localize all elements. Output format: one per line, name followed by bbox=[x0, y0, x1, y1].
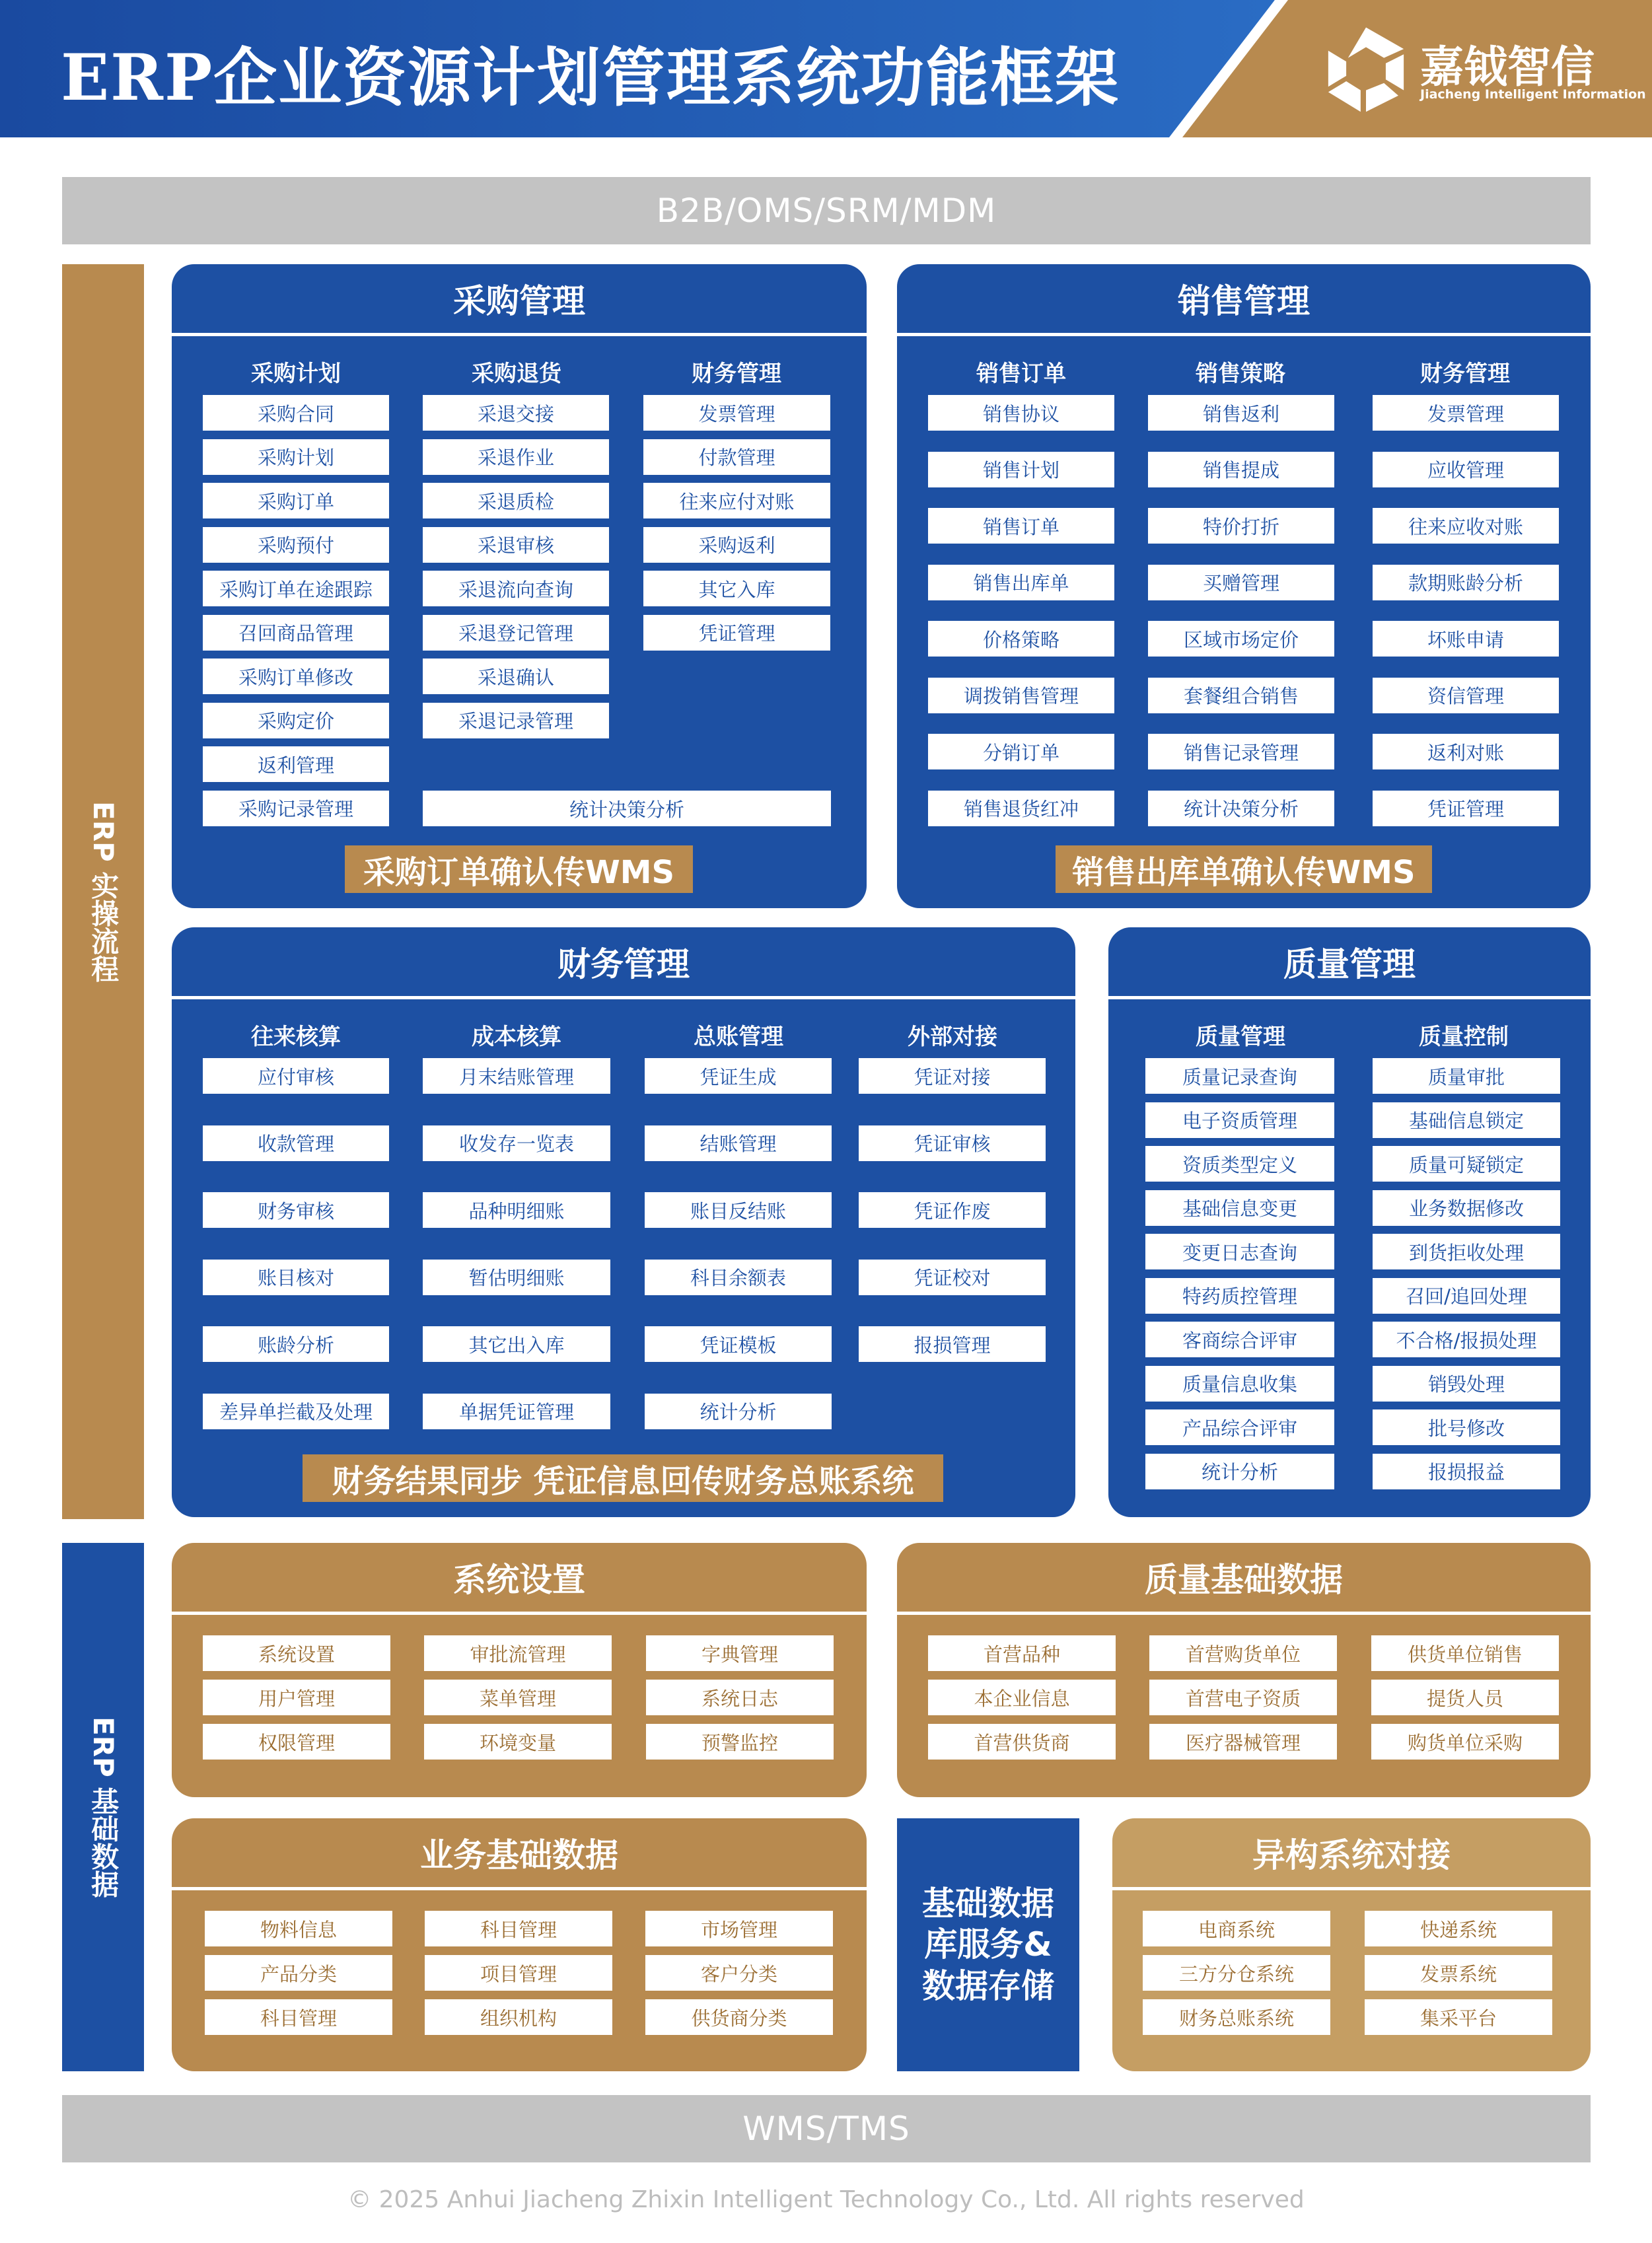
function-item: 收发存一览表 bbox=[423, 1125, 610, 1161]
function-item: 用户管理 bbox=[203, 1680, 390, 1715]
panel-purchase bbox=[172, 264, 867, 908]
function-item: 往来应付对账 bbox=[643, 483, 830, 518]
function-item: 系统设置 bbox=[203, 1635, 390, 1671]
function-item: 采退交接 bbox=[423, 395, 609, 431]
function-item: 采购订单修改 bbox=[203, 659, 389, 694]
function-item: 凭证校对 bbox=[859, 1260, 1046, 1295]
copyright-notice: © 2025 Anhui Jiacheng Zhixin Intelligent Technology Co., Ltd. All rights reserved bbox=[347, 2186, 1305, 2213]
sales-wms-callout: 销售出库单确认传WMS bbox=[1056, 845, 1432, 893]
panel-title: 业务基础数据 bbox=[420, 1836, 618, 1874]
function-item: 购货单位采购 bbox=[1371, 1724, 1559, 1760]
function-item: 凭证管理 bbox=[1373, 791, 1559, 826]
function-item: 菜单管理 bbox=[424, 1680, 612, 1715]
logo-name-en: Jiacheng Intelligent Information bbox=[1420, 87, 1646, 102]
function-item: 采购预付 bbox=[203, 527, 389, 563]
function-item: 审批流管理 bbox=[424, 1635, 612, 1671]
function-item: 三方分仓系统 bbox=[1143, 1955, 1330, 1991]
function-item: 科目余额表 bbox=[645, 1260, 832, 1295]
function-item: 提货人员 bbox=[1371, 1680, 1559, 1715]
function-item: 品种明细账 bbox=[423, 1192, 610, 1228]
function-item: 调拨销售管理 bbox=[928, 678, 1114, 713]
function-item: 统计分析 bbox=[1145, 1454, 1334, 1489]
function-item: 账目核对 bbox=[203, 1260, 389, 1295]
side-label-erp-operations-text: ERP 实操流程 bbox=[87, 801, 120, 983]
function-item: 本企业信息 bbox=[928, 1680, 1116, 1715]
function-item: 项目管理 bbox=[425, 1955, 612, 1991]
function-item: 发票管理 bbox=[643, 395, 830, 431]
function-item: 财务审核 bbox=[203, 1192, 389, 1228]
function-item: 资信管理 bbox=[1373, 678, 1559, 713]
function-item: 快递系统 bbox=[1365, 1911, 1552, 1946]
function-item: 报损报益 bbox=[1373, 1454, 1560, 1489]
function-item: 销售订单 bbox=[928, 508, 1114, 544]
column-heading: 质量控制 bbox=[1419, 1024, 1509, 1050]
panel-divider bbox=[172, 333, 867, 336]
function-item: 客户分类 bbox=[645, 1955, 833, 1991]
function-item: 市场管理 bbox=[645, 1911, 833, 1946]
function-item: 发票管理 bbox=[1373, 395, 1559, 431]
function-item: 采退确认 bbox=[423, 659, 609, 694]
function-item: 首营购货单位 bbox=[1149, 1635, 1337, 1671]
function-item: 采退记录管理 bbox=[423, 703, 609, 738]
db-line-3: 数据存储 bbox=[922, 1966, 1054, 2005]
panel-divider bbox=[1108, 996, 1591, 999]
function-item: 采退质检 bbox=[423, 483, 609, 518]
panel-finance bbox=[172, 927, 1075, 1517]
stats-analysis-item: 统计决策分析 bbox=[423, 791, 831, 826]
panel-heterogeneous-systems bbox=[1112, 1818, 1591, 2071]
function-item: 月末结账管理 bbox=[423, 1058, 610, 1094]
page-header bbox=[0, 0, 1652, 137]
panel-sales bbox=[897, 264, 1591, 908]
function-item: 采购订单 bbox=[203, 483, 389, 518]
function-item: 报损管理 bbox=[859, 1326, 1046, 1362]
function-item: 销售退货红冲 bbox=[928, 791, 1114, 826]
function-item: 首营品种 bbox=[928, 1635, 1116, 1671]
function-item: 销售出库单 bbox=[928, 565, 1114, 600]
function-item: 返利管理 bbox=[203, 746, 389, 782]
function-item: 业务数据修改 bbox=[1373, 1190, 1560, 1226]
function-item: 坏账申请 bbox=[1373, 621, 1559, 657]
function-item: 首营电子资质 bbox=[1149, 1680, 1337, 1715]
panel-divider bbox=[897, 1612, 1591, 1615]
function-item: 到货拒收处理 bbox=[1373, 1234, 1560, 1269]
function-item: 凭证审核 bbox=[859, 1125, 1046, 1161]
function-item: 基础信息锁定 bbox=[1373, 1102, 1560, 1138]
function-item: 产品综合评审 bbox=[1145, 1409, 1334, 1445]
function-item: 价格策略 bbox=[928, 621, 1114, 657]
function-item: 销售计划 bbox=[928, 452, 1114, 487]
function-item: 收款管理 bbox=[203, 1125, 389, 1161]
column-heading: 总账管理 bbox=[694, 1024, 783, 1050]
function-item: 财务总账系统 bbox=[1143, 1999, 1330, 2035]
function-item: 资质类型定义 bbox=[1145, 1146, 1334, 1182]
bottom-integration-bar: WMS/TMS bbox=[62, 2095, 1591, 2162]
function-item: 批号修改 bbox=[1373, 1409, 1560, 1445]
function-item: 销毁处理 bbox=[1373, 1366, 1560, 1402]
function-item: 质量记录查询 bbox=[1145, 1058, 1334, 1094]
function-item: 采购返利 bbox=[643, 527, 830, 563]
panel-title: 采购管理 bbox=[453, 282, 585, 320]
function-item: 凭证生成 bbox=[645, 1058, 832, 1094]
function-item: 预警监控 bbox=[646, 1724, 834, 1760]
function-item: 召回商品管理 bbox=[203, 615, 389, 651]
column-heading: 销售订单 bbox=[976, 361, 1066, 387]
page-title: ERP企业资源计划管理系统功能框架 bbox=[61, 40, 1120, 115]
column-heading: 采购计划 bbox=[251, 361, 341, 387]
function-item: 基础信息变更 bbox=[1145, 1190, 1334, 1226]
side-label-erp-operations bbox=[62, 264, 144, 1519]
column-heading: 销售策略 bbox=[1196, 361, 1285, 387]
function-item: 凭证对接 bbox=[859, 1058, 1046, 1094]
function-item: 集采平台 bbox=[1365, 1999, 1552, 2035]
function-item: 发票系统 bbox=[1365, 1955, 1552, 1991]
panel-title: 异构系统对接 bbox=[1252, 1836, 1451, 1874]
function-item: 产品分类 bbox=[205, 1955, 392, 1991]
purchase-wms-callout: 采购订单确认传WMS bbox=[345, 845, 693, 893]
function-item: 不合格/报损处理 bbox=[1373, 1322, 1560, 1357]
function-item: 账目反结账 bbox=[645, 1192, 832, 1228]
panel-divider bbox=[172, 1612, 867, 1615]
function-item: 往来应收对账 bbox=[1373, 508, 1559, 544]
function-item: 字典管理 bbox=[646, 1635, 834, 1671]
function-item: 销售记录管理 bbox=[1148, 734, 1334, 769]
column-heading: 采购退货 bbox=[472, 361, 561, 387]
function-item: 组织机构 bbox=[425, 1999, 612, 2035]
column-heading: 财务管理 bbox=[1420, 361, 1510, 387]
function-item: 采购订单在途跟踪 bbox=[203, 571, 389, 606]
logo-name-cn: 嘉钺智信 bbox=[1420, 42, 1595, 92]
db-line-1: 基础数据 bbox=[922, 1884, 1054, 1923]
panel-title: 财务管理 bbox=[557, 945, 690, 983]
function-item: 结账管理 bbox=[645, 1125, 832, 1161]
function-item: 采退作业 bbox=[423, 439, 609, 475]
function-item: 分销订单 bbox=[928, 734, 1114, 769]
function-item: 电子资质管理 bbox=[1145, 1102, 1334, 1138]
function-item: 采退流向查询 bbox=[423, 571, 609, 606]
finance-sync-callout: 财务结果同步 凭证信息回传财务总账系统 bbox=[303, 1454, 943, 1502]
column-heading: 成本核算 bbox=[472, 1024, 561, 1050]
side-label-erp-base-data bbox=[62, 1543, 144, 2071]
function-item: 科目管理 bbox=[205, 1999, 392, 2035]
column-heading: 外部对接 bbox=[908, 1024, 997, 1050]
function-item: 区域市场定价 bbox=[1148, 621, 1334, 657]
function-item: 单据凭证管理 bbox=[423, 1394, 610, 1429]
function-item: 权限管理 bbox=[203, 1724, 390, 1760]
panel-title: 质量管理 bbox=[1283, 945, 1416, 983]
panel-divider bbox=[897, 333, 1591, 336]
function-item: 销售返利 bbox=[1148, 395, 1334, 431]
function-item: 环境变量 bbox=[424, 1724, 612, 1760]
panel-title: 质量基础数据 bbox=[1145, 1561, 1343, 1599]
function-item: 套餐组合销售 bbox=[1148, 678, 1334, 713]
panel-divider bbox=[172, 1887, 867, 1890]
function-item: 采购记录管理 bbox=[203, 791, 389, 826]
panel-divider bbox=[172, 996, 1075, 999]
panel-quality bbox=[1108, 927, 1591, 1517]
function-item: 特药质控管理 bbox=[1145, 1278, 1334, 1314]
panel-business-base-data bbox=[172, 1818, 867, 2071]
function-item: 统计分析 bbox=[645, 1394, 832, 1429]
function-item: 客商综合评审 bbox=[1145, 1322, 1334, 1357]
function-item: 采退审核 bbox=[423, 527, 609, 563]
function-item: 科目管理 bbox=[425, 1911, 612, 1946]
function-item: 采退登记管理 bbox=[423, 615, 609, 651]
function-item: 供货商分类 bbox=[645, 1999, 833, 2035]
function-item: 应付审核 bbox=[203, 1058, 389, 1094]
function-item: 统计决策分析 bbox=[1148, 791, 1334, 826]
function-item: 变更日志查询 bbox=[1145, 1234, 1334, 1269]
company-logo-icon bbox=[1321, 24, 1411, 114]
function-item: 付款管理 bbox=[643, 439, 830, 475]
function-item: 返利对账 bbox=[1373, 734, 1559, 769]
panel-quality-base-data bbox=[897, 1543, 1591, 1797]
function-item: 质量可疑锁定 bbox=[1373, 1146, 1560, 1182]
side-label-erp-base-data-text: ERP 基础数据 bbox=[87, 1716, 120, 1898]
function-item: 首营供货商 bbox=[928, 1724, 1116, 1760]
function-item: 采购定价 bbox=[203, 703, 389, 738]
function-item: 质量信息收集 bbox=[1145, 1366, 1334, 1402]
top-integration-bar: B2B/OMS/SRM/MDM bbox=[62, 177, 1591, 244]
function-item: 款期账龄分析 bbox=[1373, 565, 1559, 600]
db-line-2: 库服务& bbox=[924, 1925, 1052, 1964]
function-item: 医疗器械管理 bbox=[1149, 1724, 1337, 1760]
function-item: 系统日志 bbox=[646, 1680, 834, 1715]
column-heading: 财务管理 bbox=[692, 361, 781, 387]
panel-system-settings bbox=[172, 1543, 867, 1797]
column-heading: 往来核算 bbox=[251, 1024, 341, 1050]
function-item: 采购合同 bbox=[203, 395, 389, 431]
function-item: 差异单拦截及处理 bbox=[203, 1394, 389, 1429]
function-item: 凭证模板 bbox=[645, 1326, 832, 1362]
function-item: 电商系统 bbox=[1143, 1911, 1330, 1946]
function-item: 买赠管理 bbox=[1148, 565, 1334, 600]
function-item: 物料信息 bbox=[205, 1911, 392, 1946]
panel-title: 销售管理 bbox=[1178, 282, 1310, 320]
panel-divider bbox=[1112, 1887, 1591, 1890]
function-item: 采购计划 bbox=[203, 439, 389, 475]
function-item: 凭证管理 bbox=[643, 615, 830, 651]
function-item: 其它出入库 bbox=[423, 1326, 610, 1362]
function-item: 特价打折 bbox=[1148, 508, 1334, 544]
panel-title: 系统设置 bbox=[453, 1561, 585, 1599]
database-service-block bbox=[897, 1818, 1079, 2071]
function-item: 账龄分析 bbox=[203, 1326, 389, 1362]
function-item: 质量审批 bbox=[1373, 1058, 1560, 1094]
function-item: 应收管理 bbox=[1373, 452, 1559, 487]
function-item: 暂估明细账 bbox=[423, 1260, 610, 1295]
function-item: 销售协议 bbox=[928, 395, 1114, 431]
function-item: 供货单位销售 bbox=[1371, 1635, 1559, 1671]
function-item: 凭证作废 bbox=[859, 1192, 1046, 1228]
column-heading: 质量管理 bbox=[1196, 1024, 1285, 1050]
function-item: 召回/追回处理 bbox=[1373, 1278, 1560, 1314]
function-item: 其它入库 bbox=[643, 571, 830, 606]
function-item: 销售提成 bbox=[1148, 452, 1334, 487]
